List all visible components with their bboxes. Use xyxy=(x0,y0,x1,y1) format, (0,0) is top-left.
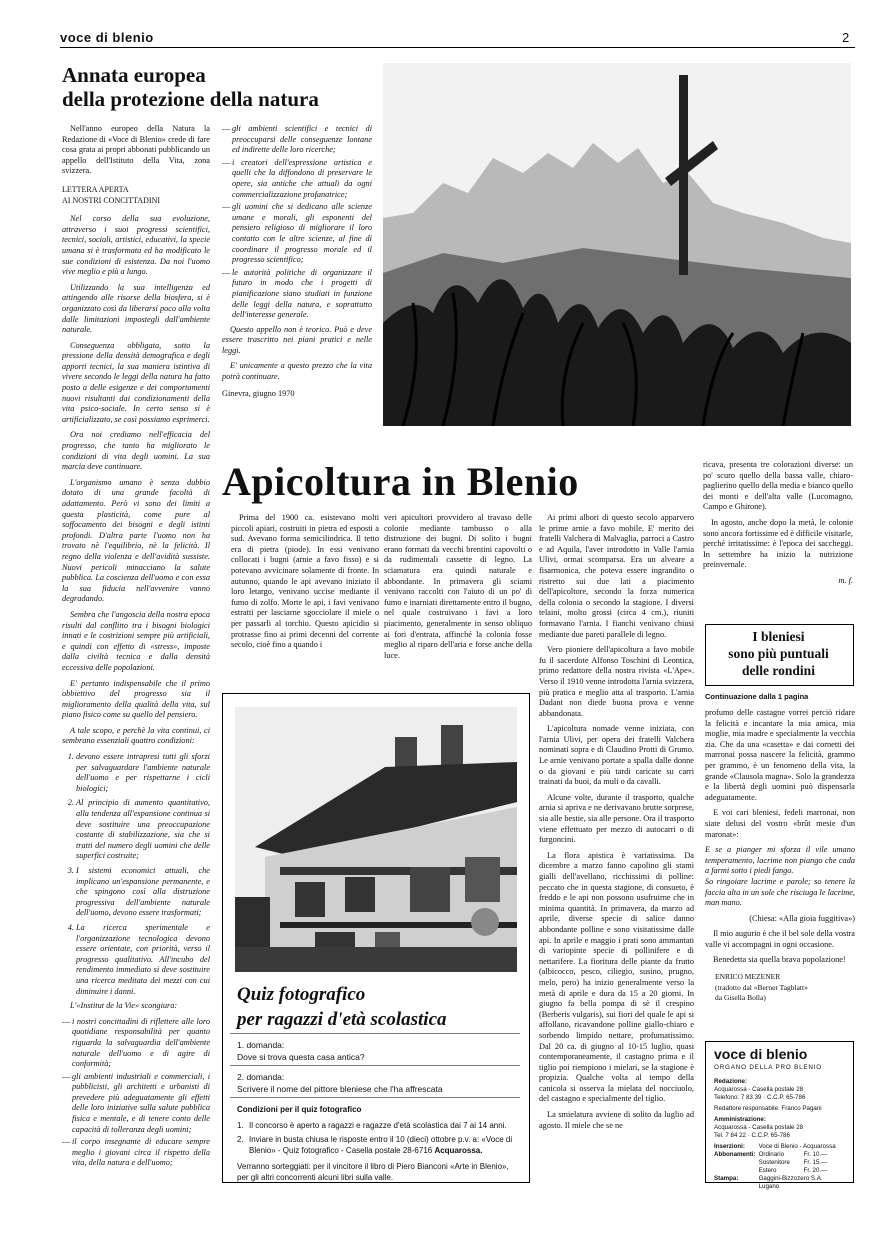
appeal-item: — gli ambienti scientifici e tecnici di preoccuparsi delle conseguenze lontane ed indirette delle loro ricerche; xyxy=(222,124,372,156)
paragraph: Ai primi albori di questo secolo apparvero le prime arnie a favo mobile. E' merito dei fratelli Valchera di Malvaglia, parroci a Castro e ad Aquila, l'aver introdotto in Valle l'arnia Ulivi, ormai scomparsa. Era un alveare a fisarmonica, che poteva essere ingrandito o ristretto sui due lati a piacimento dell'apicoltore, secondo la forza numerica della colonia o secondo la stagione. I diversi telaini, molto grossi (circa 4 cm.), riuniti formavano l'arnia. I fianchi venivano chiusi mediante due pareti parallele di legno. xyxy=(539,513,694,639)
page-number: 2 xyxy=(842,30,850,45)
article1-title xyxy=(62,63,319,111)
translation-credit: (tradotto dal «Berner Tagblatt» da Gisella Bolla) xyxy=(715,982,808,1003)
quiz-condition: 2. Inviare in busta chiusa le risposte entro il 10 (dieci) ottobre p.v. a: «Voce di Blenio» - Quiz fotografico - Casella postale 28-6716 Acquarossa. xyxy=(237,1135,513,1155)
author: ENRICO MEZENER xyxy=(715,972,781,982)
condition: 1. devono essere intrapresi tutti gli sforzi per salvaguardare l'ambiente naturale dell'uomo e per rispettarne i cicli biologici; xyxy=(76,752,210,794)
paragraph: Nel corso della sua evoluzione, attraverso i suoi progressi scientifici, tecnici, sociali, artistici, educativi, la specie umana si è trasformata ed ha modificato le sue condizioni di esistenza. Da noi l'uomo vive meglio e più a lungo. xyxy=(62,214,210,277)
paragraph: E voi cari bleniesi, fedeli marronai, non siate delusi del vostro «brût mesie d'un maronat»: xyxy=(705,808,855,839)
quiz-conditions-title: Condizioni per il quiz fotografico xyxy=(237,1105,362,1114)
paragraph: Benedetta sia quella brava popolazione! xyxy=(713,955,846,965)
article1-col1 xyxy=(62,124,210,1171)
article2-title: Apicoltura in Blenio xyxy=(222,459,579,504)
closing: Questo appello non è teorico. Può e deve essere trascritto nei piani pratici e nelle leggi. xyxy=(222,324,372,355)
title-line: Annata europea xyxy=(62,63,206,87)
paragraph: profumo delle castagne vorrei perciò ridare la felicità e incantare la mia amica, mia moglie, mia madre e specialmente la vecchia zia. Che da una «casetta» e dai cornetti dei marronai possa nascere la felicità, grammo per grammo, è un fenomeno della vita, la grande «Clausola magna». Solo la grandezza e la libertà degli uomini può dispensarla adeguatamente. xyxy=(705,708,855,802)
cross-mountain-photo xyxy=(383,63,851,426)
paragraph: ricava, presenta tre colorazioni diverse: un po' scuro quello della bassa valle, chiaro-paglierino quello della media e bianco quello dei monti e dell'alta valle (Lucomagno, Campo e Ghirone). xyxy=(703,460,853,512)
paragraph: Sembra che l'angoscia della nostra epoca risulti dal conflitto tra i bisogni biologici innati e le costrizioni sempre più artificiali, e quindi con effetto di «stress», imposte dalla civiltà tecnica e dalla densità eccessiva delle popolazioni. xyxy=(62,609,210,672)
paragraph: L'organismo umano è senza dubbio dotato di una grande facoltà di adattamento. Però vi sono dei limiti a questa plasticità, come pure al soffocamento dei bisogni e degli istinti profondi. D'altra parte l'uomo non ha trovato nè l'equilibrio, nè la felicità. Il regno della violenza e dell'avidità sussiste. Nuovi pericoli minacciano la salute pubblica. La coscienza dell'uomo e con essa la sua fiducia nell'avvenire vanno degradando. xyxy=(62,477,210,604)
paragraph: L'apicoltura nomade venne iniziata, con l'arnia Ulivi, per opera dei fratelli Valchera nominati sopra e di Claudino Protti di Grumo. Le arnie venivano portate a spalla dalle donne o da giovani e più tardi caricate su carri trainati da buoi, da muli o da cavalli. xyxy=(539,724,694,787)
place-date: Ginevra, giugno 1970 xyxy=(222,388,295,398)
paragraph: Conseguenza obbligata, sotto la pressione della densità demografica e degli apporti tecnici, la sua maniera istintiva di vivere secondo le leggi della natura ha fatto posto a delle esigenze e dei comportamenti nuovi risultanti dai condizionamenti della vita psico-sociale. In certo senso si è artificializzato, se così possiamo esprimerci. xyxy=(62,340,210,424)
appeal-list xyxy=(222,124,372,321)
poem: E se a pianger mi sforza il vile umano temperamento, lacrime non piango che cada a farmi sotto i piedi fango. xyxy=(705,845,855,876)
paragraph: Il mio augurio è che il bel sole della vostra valle vi accompagni in ogni occasione. xyxy=(705,929,855,949)
house-image xyxy=(235,707,517,972)
impressum-name: voce di blenio xyxy=(714,1046,808,1062)
paragraph: In agosto, anche dopo la metà, le colonie sono ancora fortissime ed è difficile visitarle, perché irritatissime: è l'epoca dei saccheggi. In settembre ha inizio la nutrizione preinvernale. xyxy=(703,517,853,570)
paragraph: Prima del 1900 ca. esistevano molti piccoli apiari, costruiti in pietra ed esposti a sud. Avevano forma semicilindrica. Il tetto era di pietra (piode). In essi venivano collocati i bugni (arnie a favo fisso) e si potevano avvicinare solamente di fronte. In autunno, quando le api avevano iniziato il loro letargo, venivano uccise mediante il fumo di zolfo. Morte le api, i favi venivano estratti per lasciarne sgocciolare il miele o per passarli al torchio. Questo apicidio si protrasse fino ai primi decenni del corrente secolo, cioè fino a quando i xyxy=(231,513,379,650)
quiz-rule xyxy=(230,1065,520,1066)
condition: 2. Al principio di aumento quantitativo, alla tendenza all'espansione continua si deve sostituire una preoccupazione costante di stabilizzazione, sia che si tratti del numero degli uomini che delle superfici costruite; xyxy=(76,798,210,862)
poem: So ringoiare lacrime e parole; so tenere la faccia alta in un sole che risciuga le lacrime, man mano. xyxy=(705,876,856,908)
paragraph: La smielatura avviene di solito da luglio ad agosto. Il miele che se ne xyxy=(539,1110,694,1130)
appeal-item: — gli uomini che si dedicano alle scienze umane e morali, gli esponenti del pensiero religioso di migliorare il loro contatto con le altre scienze, al fine di coordinare il progresso morale ed il progresso scientifico; xyxy=(222,202,372,266)
letter-heading: LETTERA APERTA AI NOSTRI CONCITTADINI xyxy=(62,184,161,205)
article2-col2 xyxy=(384,513,532,666)
quiz-condition: 1. Il concorso è aperto a ragazzi e ragazze d'età scolastica dai 7 ai 14 anni. xyxy=(237,1121,507,1130)
institute-line: L'«Institut de la Vie» scongiura: xyxy=(70,1001,178,1011)
impressum-table: Inserzioni: Voce di Blenio - Acquarossa Abbonamenti: Ordinario Fr. 10.— Sostenitore Fr. 15.— Estero Fr. 20.— Stampa: Gaggini-Bizzozero S.A. Lugano xyxy=(714,1143,836,1190)
paragraph: La flora apistica è variatissima. Da dicembre a marzo fanno capolino gli stami gialli dell'avellano, ricchissimi di polline: peccato che in questa stagione, di consueto, è freddo e le api non possono usufruirne che in minima quantità. In primavera, da marzo ad aprile, diverse specie di salice danno abbondante polline e sono visitatissime dalle api. In aprile e maggio i prati sono ammantati di variopinte specie di pollinifere e di nettarifere. La fioritura delle piante da frutto (albicocco, pesco, ciliegio, susino, prugno, melo, pero) ha inizio generalmente verso la metà di aprile e dura da 15 a 20 giorni. In giugno fa bella pompa di sè il crespino (Berberis vulgaris), sui fiori del quale le api si affollano, ricavandone polline giallo-chiaro e sorbendo limpido nettare, profumatissimo. Dal 20 ca. di giugno al 10-15 luglio, quasi contemporaneamente, il castagno prima e il tiglio poi riempiono i mielari, se la stagione è propizia. Qualche volta al tempo della canicola si osserva la mielata del nocciuolo, del castagno e specialmente del tiglio. xyxy=(539,850,694,1104)
intro: Nell'anno europeo della Natura la Redazione di «Voce di Blenio» crede di fare cosa grata ai propri abbonati pubblicando un appello dell'Istituto della Vita, zona svizzera. xyxy=(62,124,210,176)
rondini-body xyxy=(705,708,855,1004)
quiz-prize: Verranno sorteggiati: per il vincitore il libro di Piero Bianconi «Arte in Blenio», per gli altri concorrenti alcuni libri sulla valle. xyxy=(237,1162,509,1182)
quiz-title-line: Quiz fotografico xyxy=(237,984,366,1005)
condition: 3. I sistemi economici attuali, che implicano un'espansione permanente, e che spingono così alla distruzione progressiva dell'ambiente naturale dell'uomo, devono essere trasformati; xyxy=(76,866,210,919)
mountain-cross-image xyxy=(383,63,851,426)
quiz-rule xyxy=(230,1097,520,1098)
appeal-item: — i creatori dell'espressione artistica e quelli che la diffondono di preservare le opere, sia antiche che attuali da ogni commercializzazione profanatrice; xyxy=(222,158,372,200)
quiz-title xyxy=(237,982,447,1032)
quiz-question-1: 1. domanda: Dove si trova questa casa antica? xyxy=(237,1040,365,1062)
conditions-list xyxy=(62,752,210,997)
signature: m. f. xyxy=(838,575,853,585)
condition: 4. La ricerca sperimentale e l'organizzazione tecnologica devono essere orientate, con priorità, verso il progresso qualitativo. All'incubo del rendimento immediato si deve sostituire una ricerca meditata dei mezzi con cui diminuire i danni. xyxy=(76,923,210,997)
paragraph: Vero pioniere dell'apicoltura a favo mobile fu il sacerdote Alfonso Toschini di Leontica, primo redattore della nostra rivista «L'Ape». Verso il 1910 venne introdotta l'arnia svizzera, più pratica e meglio atta al trasporto. L'arnia Dadant non diede buona prova e venne abbandonata. xyxy=(539,645,694,718)
paragraph: veri apicultori provvidero al travaso delle colonie mediante tambusso o alla distruzione dei bugni. Di solito i bugni erano formati da vecchi brentini capovolti o da rudimentali cassette di legno. La sciamatura era quindi naturale e abbondante. In primavera gli sciami venivano raccolti con l'aiuto di un po' di fumo e inarniati direttamente entro il bugno, nel quale costruivano i favi a loro piacimento, generalmente in senso obliquo ai fori d'entrata, affinché la colonia fosse meglio al riparo dell'aria e forse anche della luce. xyxy=(384,513,532,660)
title-line: della protezione della natura xyxy=(62,87,319,111)
continuation-note: Continuazione dalla 1 pagina xyxy=(705,692,809,701)
appeal-item: — le autorità politiche di organizzare il futuro in modo che i progetti di pianificazione siano studiati in funzione delle leggi della natura, e soprattutto dell'interesse generale. xyxy=(222,268,372,321)
quiz-title-line: per ragazzi d'età scolastica xyxy=(237,1009,447,1030)
impressum-details: Redazione: Acquarossa - Casella postale 28 Telefono: 7 83 39 · C.C.P. 65-786 Redattore responsabile: Franco Pagani Amministrazione: Acquarossa - Casella postale 28 Tel. 7 84 22 · C.C.P. 65-786 Inserzioni: Voce di Blenio - Acquarossa Abbonamenti: Ordinario Fr. 10.— Sostenitore Fr. 15.— Estero Fr. 20.— Stampa: Gaggini-Bizzozero S.A. Lugano xyxy=(714,1078,850,1191)
paragraph: E' pertanto indispensabile che il primo obbiettivo del progresso sia il miglioramento della qualità della vita, sul piano fisico come su quello del pensiero. xyxy=(62,678,210,720)
appeal-item: — gli ambienti industriali e commerciali, i pubblicisti, gli architetti e urbanisti di prevedere più adeguatamente gli effetti delle loro iniziative sulla salute pubblica fisica e mentale, e di tenere conto delle capacità di tolleranza degli uomini; xyxy=(62,1072,210,1136)
paragraph: Ora noi crediamo nell'efficacia del progresso, che tanto ha migliorato le condizioni di vita degli uomini. La sua marcia deve continuare. xyxy=(62,430,210,472)
header-rule xyxy=(60,47,855,48)
quiz-conditions xyxy=(237,1104,519,1183)
masthead: voce di blenio xyxy=(60,30,154,45)
article2-col3 xyxy=(539,513,694,1136)
paragraph: Alcune volte, durante il trasporto, qualche arnia si apriva e ne derivavano brutte sorprese, sia alle bestie, sia alle persone. Ora il trasporto viene effettuato per mezzo di autocarri o di furgoncini. xyxy=(539,792,694,845)
appeal-list xyxy=(62,1017,210,1169)
rondini-title: I bleniesi sono più puntuali delle rondini xyxy=(728,629,829,678)
quiz-question-2: 2. domanda: Scrivere il nome del pittore bleniese che l'ha affrescata xyxy=(237,1072,443,1094)
article2-col1 xyxy=(231,513,379,656)
poem-source: (Chiesa: «Alla gioia fuggitiva») xyxy=(749,913,855,923)
closing: E' unicamente a questo prezzo che la vita potrà continuare. xyxy=(222,361,372,382)
paragraph: A tale scopo, e perchè la vita continui, ci sembrano essenziali quattro condizioni: xyxy=(62,725,210,746)
article1-col2 xyxy=(222,124,372,399)
impressum-subtitle: ORGANO DELLA PRO BLENIO xyxy=(714,1064,822,1071)
quiz-rule xyxy=(230,1033,520,1034)
old-house-photo xyxy=(235,707,517,972)
appeal-item: — il corpo insegnante di educare sempre meglio i giovani circa il rispetto della vita, della natura e dell'uomo; xyxy=(62,1137,210,1169)
article2-col4 xyxy=(703,460,853,587)
appeal-item: — i nostri concittadini di riflettere alle loro quotidiane responsabilità per quanto riguarda la salvaguardia dell'ambiente naturale dell'uomo e di agire di conformità; xyxy=(62,1017,210,1070)
paragraph: Utilizzando la sua intelligenza ed attingendo alle risorse della biosfera, si è organizzato così da liberarsi poco alla volta dalle limitazioni impostegli dall'ambiente naturale. xyxy=(62,282,210,335)
